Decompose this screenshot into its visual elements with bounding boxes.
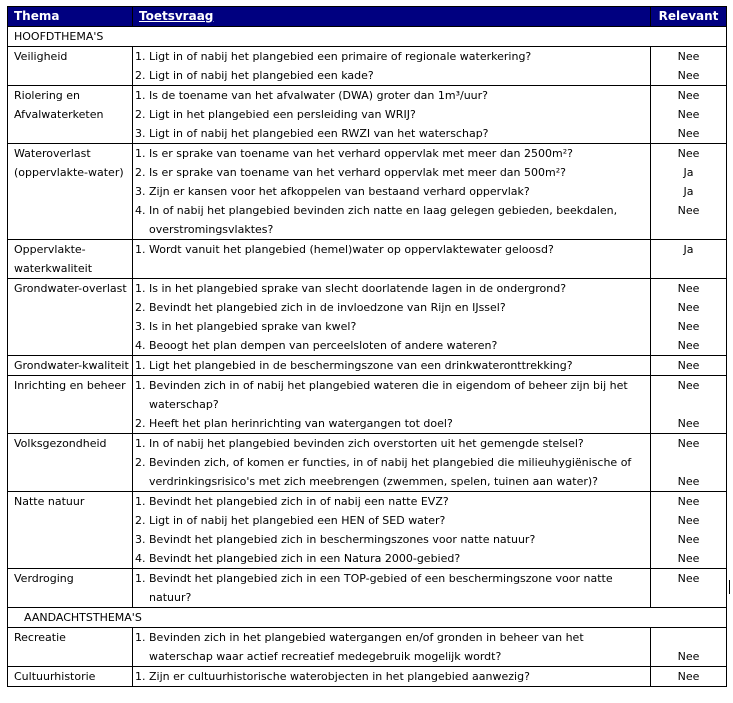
list-item: 3. Zijn er kansen voor het afkoppelen van bestaand verhard oppervlak? — [135, 182, 650, 201]
list-item: 1. Bevindt het plangebied zich in een TOP-gebied of een beschermingszone voor natte natuur? — [135, 569, 650, 607]
question-text: In of nabij het plangebied bevinden zich overstorten uit het gemengde stelsel? — [149, 437, 584, 450]
text-cursor — [729, 580, 730, 594]
list-item: 1. Wordt vanuit het plangebied (hemel)water op oppervlaktewater geloosd? — [135, 240, 650, 259]
question-text: Zijn er cultuurhistorische waterobjecten in het plangebied aanwezig? — [149, 670, 530, 683]
theme-cell: Inrichting en beheer — [8, 376, 133, 434]
question-text: Bevindt het plangebied zich in beschermingszones voor natte natuur? — [149, 533, 536, 546]
answer-cell — [651, 86, 727, 144]
question-text: Ligt in het plangebied een persleiding van WRIJ? — [149, 108, 416, 121]
answer-cell — [651, 376, 727, 434]
list-item: 3. Is in het plangebied sprake van kwel? — [135, 317, 650, 336]
list-item: 1. Zijn er cultuurhistorische waterobjecten in het plangebied aanwezig? — [135, 667, 650, 686]
question-cell — [133, 356, 651, 376]
table-row — [8, 667, 727, 687]
answer-cell — [651, 47, 727, 86]
water-test-table — [7, 6, 727, 687]
answer-text: Nee — [677, 301, 700, 314]
question-cell — [133, 279, 651, 356]
question-text: Bevindt het plangebied zich in de invloedzone van Rijn en IJssel? — [149, 301, 506, 314]
theme-cell: Verdroging — [8, 569, 133, 608]
list-item: 1. Is de toename van het afvalwater (DWA) groter dan 1m³/uur? — [135, 86, 650, 105]
table-row — [8, 434, 727, 492]
answer-cell — [651, 434, 727, 492]
list-item: 1. Ligt in of nabij het plangebied een primaire of regionale waterkering? — [135, 47, 650, 66]
question-text: In of nabij het plangebied bevinden zich natte en laag gelegen gebieden, beekdalen, overstromingsvlaktes? — [149, 204, 618, 236]
question-text: Is de toename van het afvalwater (DWA) groter dan 1m³/uur? — [149, 89, 489, 102]
answer-text: Nee — [677, 127, 700, 140]
answer-cell — [651, 667, 727, 687]
question-text: Bevinden zich in of nabij het plangebied wateren die in eigendom of beheer zijn bij het waterschap? — [149, 379, 628, 411]
question-text: Bevinden zich in het plangebied watergangen en/of gronden in beheer van het waterschap waar actief recreatief medegebruik mogelijk wordt? — [149, 631, 584, 663]
answer-text: Nee — [677, 339, 700, 352]
answer-cell — [651, 356, 727, 376]
theme-cell: Grondwater-kwaliteit — [8, 356, 133, 376]
table-row — [8, 356, 727, 376]
list-item: 1. Bevindt het plangebied zich in of nabij een natte EVZ? — [135, 492, 650, 511]
question-cell — [133, 569, 651, 608]
question-cell — [133, 144, 651, 240]
list-item: 1. Is in het plangebied sprake van slecht doorlatende lagen in de ondergrond? — [135, 279, 650, 298]
answer-text: Nee — [677, 282, 700, 295]
question-cell — [133, 376, 651, 434]
answer-text: Nee — [677, 50, 700, 63]
theme-cell: Riolering en Afvalwaterketen — [8, 86, 133, 144]
answer-text: Nee — [677, 147, 700, 160]
answer-text: Nee — [677, 572, 700, 585]
list-item: 2. Ligt in of nabij het plangebied een HEN of SED water? — [135, 511, 650, 530]
question-text: Bevinden zich, of komen er functies, in of nabij het plangebied die milieuhygiënische of verdrinkingsrisico's met zich meebrengen (zwemmen, spelen, tuinen aan water)? — [149, 456, 632, 488]
section-row-main — [8, 27, 727, 47]
table-row — [8, 279, 727, 356]
answer-cell — [651, 628, 727, 667]
answer-cell — [651, 240, 727, 279]
answer-text: Nee — [677, 69, 700, 82]
answer-text: Nee — [677, 204, 700, 217]
theme-cell: Recreatie — [8, 628, 133, 667]
question-text: Is in het plangebied sprake van slecht doorlatende lagen in de ondergrond? — [149, 282, 567, 295]
header-theme: Thema — [8, 7, 133, 27]
question-cell — [133, 47, 651, 86]
answer-cell — [651, 279, 727, 356]
question-cell — [133, 240, 651, 279]
table-row — [8, 144, 727, 240]
list-item: 2. Ligt in of nabij het plangebied een kade? — [135, 66, 650, 85]
list-item: 2. Heeft het plan herinrichting van watergangen tot doel? — [135, 414, 650, 433]
list-item: 1. Ligt het plangebied in de beschermingszone van een drinkwateronttrekking? — [135, 356, 650, 375]
answer-text: Nee — [677, 670, 700, 683]
question-text: Heeft het plan herinrichting van watergangen tot doel? — [149, 417, 453, 430]
list-item: 4. Bevindt het plangebied zich in een Natura 2000-gebied? — [135, 549, 650, 568]
answer-text: Nee — [677, 475, 700, 488]
answer-text: Nee — [677, 320, 700, 333]
question-text: Beoogt het plan dempen van perceelsloten of andere wateren? — [149, 339, 498, 352]
section-main: HOOFDTHEMA'S — [8, 27, 727, 47]
theme-cell: Natte natuur — [8, 492, 133, 569]
list-item: 1. Bevinden zich in of nabij het plangebied wateren die in eigendom of beheer zijn bij het waterschap? — [135, 376, 650, 414]
answer-cell — [651, 569, 727, 608]
list-item: 2. Is er sprake van toename van het verhard oppervlak met meer dan 500m²? — [135, 163, 650, 182]
table-row — [8, 240, 727, 279]
theme-cell: Cultuurhistorie — [8, 667, 133, 687]
list-item: 1. Bevinden zich in het plangebied watergangen en/of gronden in beheer van het waterschap waar actief recreatief medegebruik mogelijk wordt? — [135, 628, 650, 666]
question-cell — [133, 492, 651, 569]
answer-text: Nee — [677, 552, 700, 565]
question-text: Bevindt het plangebied zich in een TOP-gebied of een beschermingszone voor natte natuur? — [149, 572, 613, 604]
theme-cell: Grondwater-overlast — [8, 279, 133, 356]
list-item: 3. Ligt in of nabij het plangebied een RWZI van het waterschap? — [135, 124, 650, 143]
table-row — [8, 628, 727, 667]
answer-text: Nee — [677, 108, 700, 121]
question-text: Is in het plangebied sprake van kwel? — [149, 320, 357, 333]
answer-text: Ja — [683, 185, 694, 198]
question-cell — [133, 628, 651, 667]
list-item: 2. Ligt in het plangebied een persleiding van WRIJ? — [135, 105, 650, 124]
section-row-attention — [8, 608, 727, 628]
answer-text: Nee — [677, 359, 700, 372]
table-row — [8, 569, 727, 608]
answer-text: Ja — [683, 243, 694, 256]
answer-text: Ja — [683, 166, 694, 179]
question-text: Ligt het plangebied in de beschermingszone van een drinkwateronttrekking? — [149, 359, 573, 372]
theme-cell: Oppervlakte-waterkwaliteit — [8, 240, 133, 279]
question-text: Wordt vanuit het plangebied (hemel)water op oppervlaktewater geloosd? — [149, 243, 554, 256]
answer-text: Nee — [677, 650, 700, 663]
section-attention: AANDACHTSTHEMA'S — [8, 608, 727, 628]
theme-cell: Volksgezondheid — [8, 434, 133, 492]
list-item: 1. In of nabij het plangebied bevinden zich overstorten uit het gemengde stelsel? — [135, 434, 650, 453]
question-cell — [133, 667, 651, 687]
table-row — [8, 492, 727, 569]
question-text: Is er sprake van toename van het verhard oppervlak met meer dan 2500m²? — [149, 147, 573, 160]
question-text: Ligt in of nabij het plangebied een HEN of SED water? — [149, 514, 446, 527]
list-item: 3. Bevindt het plangebied zich in beschermingszones voor natte natuur? — [135, 530, 650, 549]
question-text: Zijn er kansen voor het afkoppelen van bestaand verhard oppervlak? — [149, 185, 530, 198]
question-text: Is er sprake van toename van het verhard oppervlak met meer dan 500m²? — [149, 166, 566, 179]
question-text: Ligt in of nabij het plangebied een RWZI van het waterschap? — [149, 127, 489, 140]
theme-text: Wateroverlast (oppervlakte-water) — [14, 147, 124, 179]
answer-text: Nee — [677, 379, 700, 392]
answer-cell — [651, 144, 727, 240]
table-row — [8, 376, 727, 434]
question-text: Bevindt het plangebied zich in of nabij een natte EVZ? — [149, 495, 449, 508]
answer-cell — [651, 492, 727, 569]
theme-cell: Veiligheid — [8, 47, 133, 86]
list-item: 4. In of nabij het plangebied bevinden zich natte en laag gelegen gebieden, beekdalen, overstromingsvlaktes? — [135, 201, 650, 239]
header-relevant: Relevant — [651, 7, 727, 27]
list-item: 4. Beoogt het plan dempen van perceelsloten of andere wateren? — [135, 336, 650, 355]
list-item: 2. Bevindt het plangebied zich in de invloedzone van Rijn en IJssel? — [135, 298, 650, 317]
answer-text: Nee — [677, 514, 700, 527]
answer-text: Nee — [677, 89, 700, 102]
header-question: Toetsvraag — [133, 7, 651, 27]
question-text: Bevindt het plangebied zich in een Natura 2000-gebied? — [149, 552, 461, 565]
question-text: Ligt in of nabij het plangebied een kade? — [149, 69, 374, 82]
answer-text: Nee — [677, 533, 700, 546]
answer-text: Nee — [677, 495, 700, 508]
header-row — [8, 7, 727, 27]
list-item: 2. Bevinden zich, of komen er functies, in of nabij het plangebied die milieuhygiënische of verdrinkingsrisico's met zich meebrengen (zwemmen, spelen, tuinen aan water)? — [135, 453, 650, 491]
table-row — [8, 47, 727, 86]
theme-cell — [8, 144, 133, 240]
question-cell — [133, 86, 651, 144]
table-row — [8, 86, 727, 144]
question-cell — [133, 434, 651, 492]
question-text: Ligt in of nabij het plangebied een primaire of regionale waterkering? — [149, 50, 532, 63]
list-item: 1. Is er sprake van toename van het verhard oppervlak met meer dan 2500m²? — [135, 144, 650, 163]
answer-text: Nee — [677, 437, 700, 450]
answer-text: Nee — [677, 417, 700, 430]
